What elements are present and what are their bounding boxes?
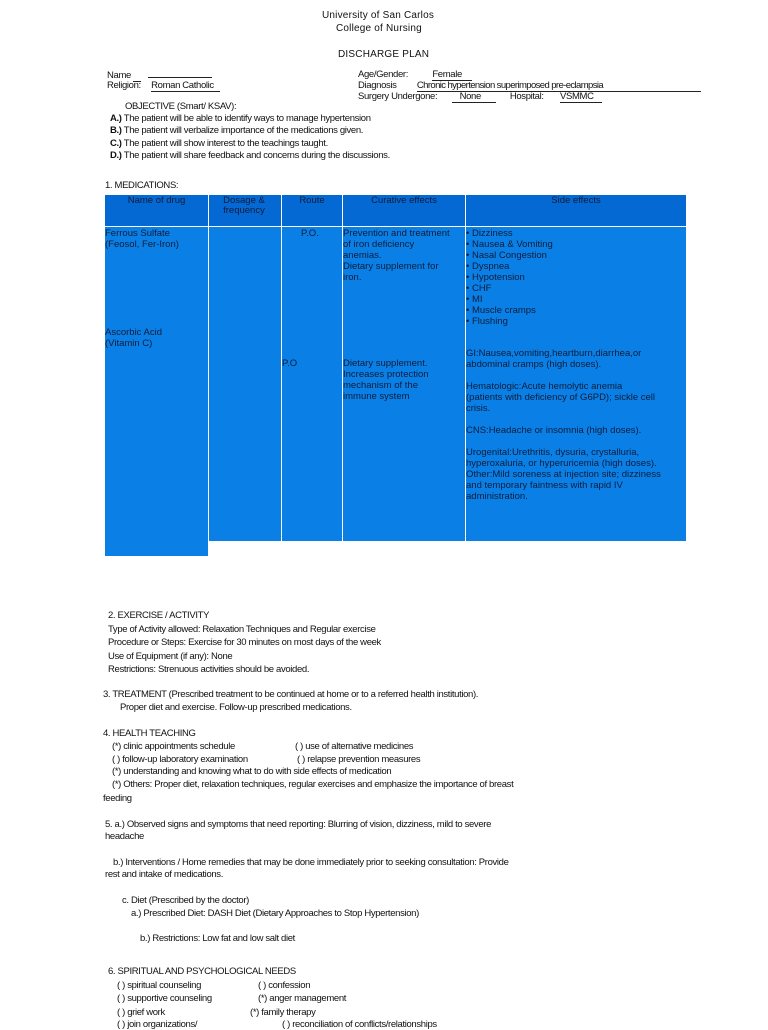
medications-heading: 1. MEDICATIONS: bbox=[105, 180, 179, 191]
objective-item-b: B.) The patient will verbalize importance of the medications given. bbox=[110, 125, 364, 136]
objective-heading: OBJECTIVE (Smart/ KSAV): bbox=[125, 101, 237, 112]
name-value bbox=[148, 77, 212, 78]
objective-item-d: D.) The patient will share feedback and concerns during the discussions. bbox=[110, 150, 390, 161]
treatment-heading: 3. TREATMENT (Prescribed treatment to be continued at home or to a referred health institution). bbox=[103, 689, 479, 700]
exercise-line: Restrictions: Strenuous activities should be avoided. bbox=[108, 664, 310, 675]
age-value: Female bbox=[432, 69, 472, 81]
section6-item: ( ) join organizations/ bbox=[117, 1019, 198, 1030]
drug1-side-effects: • Dizziness • Nausea & Vomiting • Nasal Congestion • Dyspnea • Hypotension • CHF • MI • Muscle cramps • Flushing bbox=[466, 228, 553, 327]
section6-heading: 6. SPIRITUAL AND PSYCHOLOGICAL NEEDS bbox=[108, 966, 296, 977]
col-header-name: Name of drug bbox=[127, 195, 186, 206]
section5-a-cont: headache bbox=[105, 831, 144, 842]
section5-b-cont: rest and intake of medications. bbox=[105, 869, 223, 880]
health-teaching-item: feeding bbox=[103, 793, 132, 804]
section6-item: (*) family therapy bbox=[250, 1007, 316, 1018]
section6-item: ( ) confession bbox=[258, 980, 311, 991]
surgery-value: None bbox=[452, 91, 496, 103]
drug2-route: P.O bbox=[282, 358, 298, 369]
section6-item: ( ) grief work bbox=[117, 1007, 165, 1018]
health-teaching-heading: 4. HEALTH TEACHING bbox=[103, 728, 196, 739]
col-header-route: Route bbox=[299, 195, 325, 206]
surgery-label: Surgery Undergone: bbox=[358, 91, 438, 102]
health-teaching-item: ( ) relapse prevention measures bbox=[297, 754, 421, 765]
section6-item: (*) anger management bbox=[258, 993, 347, 1004]
exercise-line: Type of Activity allowed: Relaxation Techniques and Regular exercise bbox=[108, 624, 376, 635]
diagnosis-label: Diagnosis bbox=[358, 80, 397, 91]
col-header-dosage: Dosage & frequency bbox=[223, 195, 265, 216]
col-route-bg bbox=[282, 227, 342, 541]
objective-item-a: A.) The patient will be able to identify ways to manage hypertension bbox=[110, 113, 371, 124]
objective-item-c: C.) The patient will show interest to the teachings taught. bbox=[110, 138, 328, 149]
diet-restrictions: b.) Restrictions: Low fat and low salt diet bbox=[140, 933, 295, 944]
page-title: DISCHARGE PLAN bbox=[338, 49, 430, 60]
health-teaching-item: (*) Others: Proper diet, relaxation techniques, regular exercises and emphasize the importance of breast bbox=[112, 779, 514, 790]
health-teaching-item: ( ) follow-up laboratory examination bbox=[112, 754, 248, 765]
religion-value: Roman Catholic bbox=[151, 80, 220, 92]
hospital-value: VSMMC bbox=[560, 91, 602, 103]
health-teaching-item: (*) understanding and knowing what to do with side effects of medication bbox=[112, 766, 392, 777]
surgery-row bbox=[358, 91, 602, 103]
health-teaching-item: (*) clinic appointments schedule bbox=[112, 741, 235, 752]
header-divider bbox=[208, 195, 209, 226]
religion-label: Religion: bbox=[107, 80, 141, 91]
diet-prescribed: a.) Prescribed Diet: DASH Diet (Dietary Approaches to Stop Hypertension) bbox=[131, 908, 419, 919]
section6-item: ( ) supportive counseling bbox=[117, 993, 212, 1004]
exercise-line: Procedure or Steps: Exercise for 30 minutes on most days of the week bbox=[108, 637, 381, 648]
health-teaching-item: ( ) use of alternative medicines bbox=[295, 741, 414, 752]
hospital-label: Hospital: bbox=[509, 91, 544, 102]
drug2-name: Ascorbic Acid (Vitamin C) bbox=[105, 327, 163, 349]
section5-a: 5. a.) Observed signs and symptoms that need reporting: Blurring of vision, dizziness, mild to severe bbox=[105, 819, 492, 830]
col-header-side: Side effects bbox=[551, 195, 601, 206]
drug2-curative: Dietary supplement. Increases protection mechanism of the immune system bbox=[343, 358, 429, 402]
diet-heading: c. Diet (Prescribed by the doctor) bbox=[122, 895, 249, 906]
religion-row bbox=[107, 80, 220, 92]
drug1-name: Ferrous Sulfate (Feosol, Fer-Iron) bbox=[105, 228, 179, 250]
college-name: College of Nursing bbox=[336, 23, 422, 34]
section5-b: b.) Interventions / Home remedies that may be done immediately prior to seeking consultation: Provide bbox=[113, 857, 509, 868]
exercise-line: Use of Equipment (if any): None bbox=[108, 651, 233, 662]
exercise-heading: 2. EXERCISE / ACTIVITY bbox=[108, 610, 210, 621]
age-label: Age/Gender: bbox=[358, 69, 409, 80]
drug1-route: P.O. bbox=[301, 228, 319, 239]
university-name: University of San Carlos bbox=[322, 10, 435, 21]
section6-item: ( ) spiritual counseling bbox=[117, 980, 202, 991]
name-label: Name bbox=[107, 70, 212, 82]
diagnosis-value: Chronic hypertension superimposed pre-eclampsia bbox=[417, 80, 701, 92]
drug1-curative: Prevention and treatment of iron deficiency anemias. Dietary supplement for iron. bbox=[343, 228, 450, 283]
col-dosage-bg bbox=[209, 227, 281, 541]
col-header-curative: Curative effects bbox=[371, 195, 437, 206]
treatment-line: Proper diet and exercise. Follow-up prescribed medications. bbox=[120, 702, 352, 713]
section6-item: ( ) reconciliation of conflicts/relationships bbox=[282, 1019, 437, 1030]
col-name-bg bbox=[105, 227, 208, 556]
drug2-side-effects: GI:Nausea,vomiting,heartburn,diarrhea,or abdominal cramps (high doses). Hematologic:Acute hemolytic anemia (patients with deficiency of G6PD); sickle cell crisis. CNS:Headache or insomnia (high doses). Urogenital:Urethritis, dysuria, crystalluria, hyperoxaluria, or hyperuricemia (high doses). Other:Mild soreness at injection site; dizziness and temporary faintness with rapid IV administration. bbox=[466, 348, 661, 502]
